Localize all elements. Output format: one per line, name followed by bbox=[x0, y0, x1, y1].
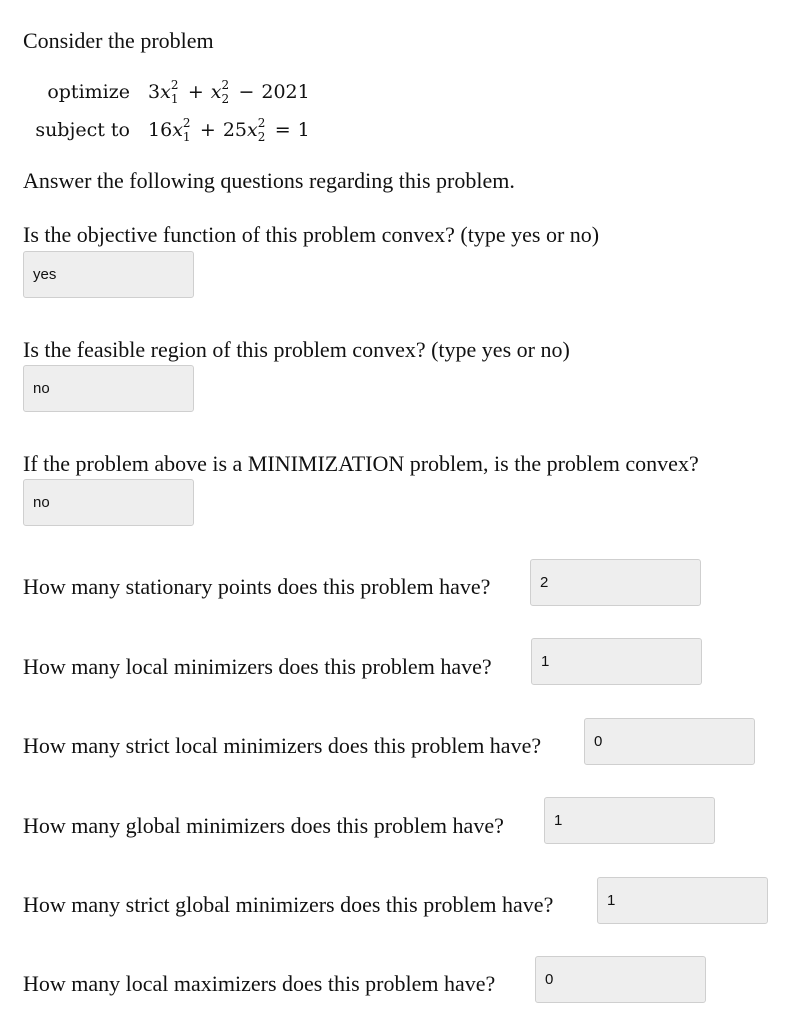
intro-text: Consider the problem bbox=[23, 28, 214, 53]
constraint-coef2: 25 bbox=[222, 119, 248, 141]
question-8-answer-input[interactable] bbox=[597, 877, 768, 924]
constraint-var1: x bbox=[172, 119, 183, 141]
instructions-text: Answer the following questions regarding this problem. bbox=[23, 168, 515, 193]
objective-plus: + bbox=[187, 81, 204, 103]
question-3-text: If the problem above is a MINIMIZATION problem, is the problem convex? bbox=[23, 451, 699, 476]
constraint-row: subject to 16x21 + 25x22 = 1 bbox=[22, 118, 310, 144]
question-1-text: Is the objective function of this problem convex? (type yes or no) bbox=[23, 222, 600, 247]
constraint-coef1: 16 bbox=[148, 119, 173, 141]
question-9-text: How many local maximizers does this problem have? bbox=[23, 971, 496, 996]
constraint-plus: + bbox=[199, 119, 216, 141]
question-2-text: Is the feasible region of this problem convex? (type yes or no) bbox=[23, 337, 570, 362]
constraint-equals: = bbox=[274, 119, 291, 141]
question-4-answer-input[interactable] bbox=[530, 559, 701, 606]
question-7-text: How many global minimizers does this problem have? bbox=[23, 813, 504, 838]
question-6-answer-input[interactable] bbox=[584, 718, 755, 765]
objective-minus: − bbox=[238, 81, 255, 103]
objective-coef1: 3 bbox=[148, 81, 161, 103]
question-1-answer-input[interactable] bbox=[23, 251, 194, 298]
question-4-text: How many stationary points does this problem have? bbox=[23, 574, 491, 599]
question-7-answer-input[interactable] bbox=[544, 797, 715, 844]
constraint-var2: x bbox=[247, 119, 258, 141]
question-3-answer-input[interactable] bbox=[23, 479, 194, 526]
question-5-text: How many local minimizers does this problem have? bbox=[23, 654, 492, 679]
subject-to-label: subject to bbox=[35, 119, 130, 141]
question-5-answer-input[interactable] bbox=[531, 638, 702, 685]
question-8-text: How many strict global minimizers does this problem have? bbox=[23, 892, 554, 917]
question-9-answer-input[interactable] bbox=[535, 956, 706, 1003]
question-2-answer-input[interactable] bbox=[23, 365, 194, 412]
optimize-label: optimize bbox=[47, 81, 130, 103]
objective-var1: x bbox=[160, 81, 171, 103]
objective-var2: x bbox=[210, 81, 222, 103]
constraint-rhs: 1 bbox=[297, 119, 310, 141]
objective-constant: 2021 bbox=[261, 81, 310, 103]
question-6-text: How many strict local minimizers does this problem have? bbox=[23, 733, 542, 758]
objective-row: optimize 3x21 + x22 − 2021 bbox=[22, 80, 310, 106]
